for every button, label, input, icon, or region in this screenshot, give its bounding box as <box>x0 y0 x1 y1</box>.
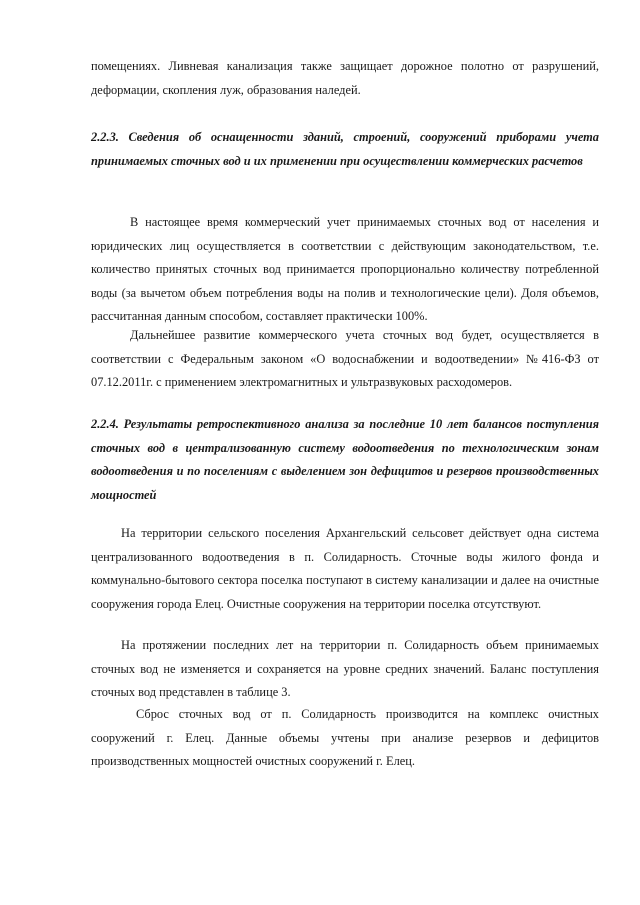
section-2-2-4-paragraph-1: На территории сельского поселения Архангельский сельсовет действует одна система централизованного водоотведения в п. Солидарность. Сточные воды жилого фонда и коммунально-бытового сектора поселка поступают в систему канализации и далее на очистные сооружения города Елец. Очистные сооружения на территории поселка отсутствуют. <box>91 526 599 611</box>
intro-paragraph: помещениях. Ливневая канализация также защищает дорожное полотно от разрушений, деформации, скопления луж, образования наледей. <box>91 59 599 97</box>
section-2-2-4-paragraph-2: На протяжении последних лет на территории п. Солидарность объем принимаемых сточных вод не изменяется и сохраняется на уровне средних значений. Баланс поступления сточных вод представлен в таблице 3. <box>91 638 599 699</box>
section-2-2-4-paragraph-3: Сброс сточных вод от п. Солидарность производится на комплекс очистных сооружений г. Елец. Данные объемы учтены при анализе резервов и дефицитов производственных мощностей очистных сооружений г. Елец. <box>91 707 599 768</box>
section-2-2-4-heading: 2.2.4. Результаты ретроспективного анализа за последние 10 лет балансов поступления сточных вод в централизованную систему водоотведения по технологическим зонам водоотведения и по поселениям с выделением зон дефицитов и резервов производственных мощностей <box>91 417 599 502</box>
section-2-2-3-heading: 2.2.3. Сведения об оснащенности зданий, строений, сооружений приборами учета принимаемых сточных вод и их применении при осуществлении коммерческих расчетов <box>91 130 599 168</box>
section-2-2-3-paragraph-1: В настоящее время коммерческий учет принимаемых сточных вод от населения и юридических лиц осуществляется в соответствии с действующим законодательством, т.е. количество принятых сточных вод принимается пропорционально количеству потребленной воды (за вычетом объем потребления воды на полив и технологические цели). Доля объемов, рассчитанная данным способом, составляет практически 100%. <box>91 215 599 323</box>
section-2-2-3-paragraph-2: Дальнейшее развитие коммерческого учета сточных вод будет, осуществляется в соответствии с Федеральным законом «О водоснабжении и водоотведении» №416-ФЗ от 07.12.2011г. с применением электромагнитных и ультразвуковых расходомеров. <box>91 328 599 389</box>
